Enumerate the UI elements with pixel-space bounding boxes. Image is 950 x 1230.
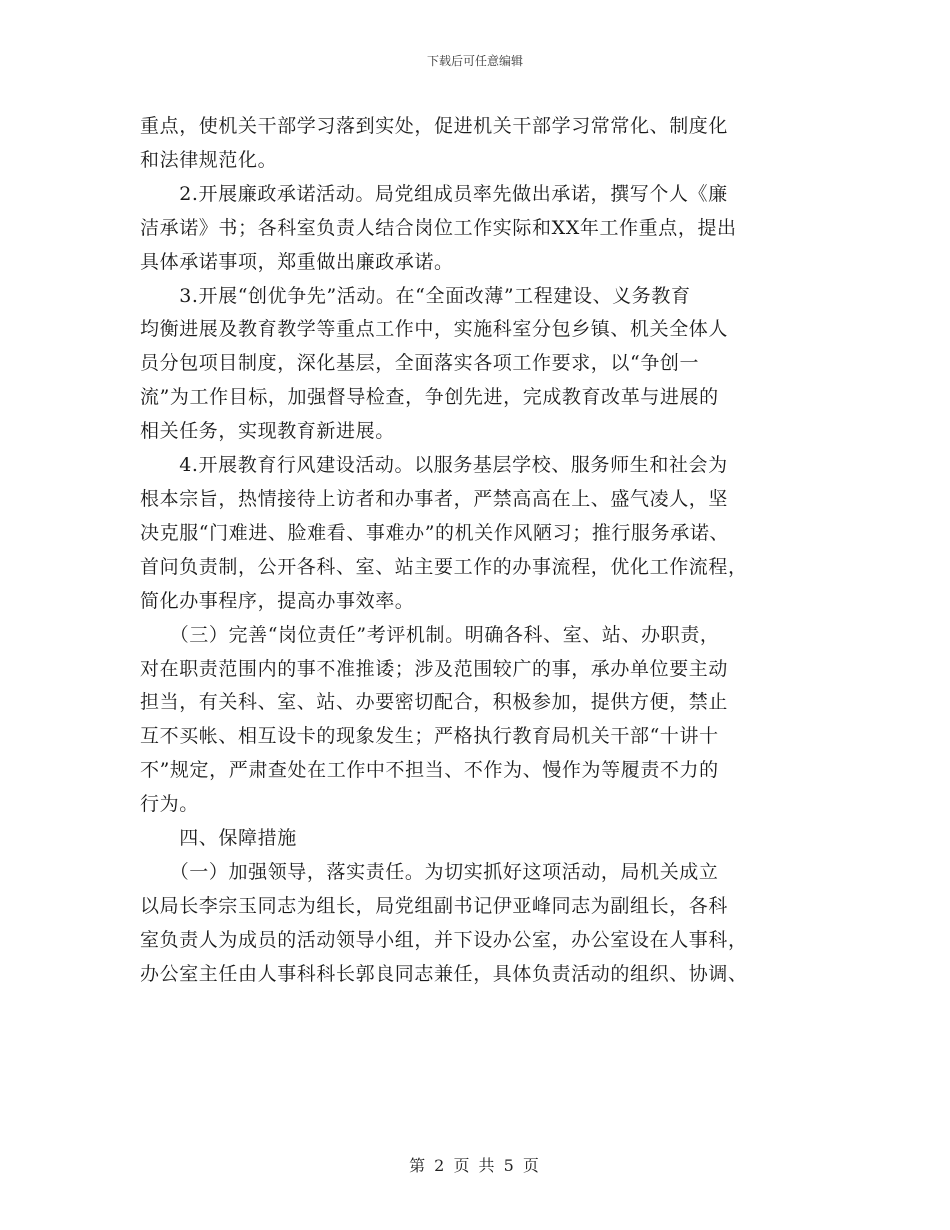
text-line: 简化办事程序，提高办事效率。 — [140, 589, 415, 612]
text-line: 办公室主任由人事科科长郭良同志兼任，具体负责活动的组织、协调、 — [140, 962, 748, 985]
text-line: （一）加强领导，落实责任。为切实抓好这项活动，局机关成立 — [140, 860, 719, 883]
text-line: 对在职责范围内的事不准推诿；涉及范围较广的事，承办单位要主动 — [140, 657, 729, 680]
text-line: 相关任务，实现教育新进展。 — [140, 420, 395, 443]
page-number-footer: 第 2 页 共 5 页 — [409, 1156, 541, 1175]
text-line: 决克服“门难进、脸难看、事难办”的机关作风陋习；推行服务承诺、 — [140, 521, 730, 544]
text-line: （三）完善“岗位责任”考评机制。明确各科、室、站、办职责， — [140, 623, 720, 646]
text-line: 互不买帐、相互设卡的现象发生；严格执行教育局机关干部“十讲十 — [140, 725, 719, 748]
text-line: 首问负责制，公开各科、室、站主要工作的办事流程，优化工作流程， — [140, 555, 748, 578]
document-body — [140, 110, 812, 992]
text-line: 不”规定，严肃查处在工作中不担当、不作为、慢作为等履责不力的 — [140, 759, 719, 782]
text-line: 2.开展廉政承诺活动。局党组成员率先做出承诺，撰写个人《廉 — [140, 182, 728, 205]
body-text — [140, 110, 812, 992]
text-line: 3.开展“创优争先”活动。在“全面改薄”工程建设、义务教育 — [140, 284, 691, 307]
text-line: 4.开展教育行风建设活动。以服务基层学校、服务师生和社会为 — [140, 454, 728, 477]
text-line: 担当，有关科、室、站、办要密切配合，积极参加，提供方便，禁止 — [140, 691, 729, 714]
text-line: 员分包项目制度，深化基层，全面落实各项工作要求，以“争创一 — [140, 352, 700, 375]
text-line: 根本宗旨，热情接待上访者和办事者，严禁高高在上、盛气凌人，坚 — [140, 487, 729, 510]
text-line: 和法律规范化。 — [140, 148, 278, 171]
text-line: 行为。 — [140, 793, 199, 816]
text-line: 以局长李宗玉同志为组长，局党组副书记伊亚峰同志为副组长，各科 — [140, 894, 729, 917]
text-line: 具体承诺事项，郑重做出廉政承诺。 — [140, 250, 454, 273]
text-line: 室负责人为成员的活动领导小组，并下设办公室，办公室设在人事科， — [140, 928, 748, 951]
text-line: 洁承诺》书；各科室负责人结合岗位工作实际和XX年工作重点，提出 — [140, 216, 737, 239]
page-header: 下载后可任意编辑 — [426, 54, 523, 68]
text-line: 流”为工作目标，加强督导检查，争创先进，完成教育改革与进展的 — [140, 386, 719, 409]
text-line: 重点，使机关干部学习落到实处，促进机关干部学习常常化、制度化 — [140, 115, 729, 137]
text-line: 均衡进展及教育教学等重点工作中，实施科室分包乡镇、机关全体人 — [140, 318, 729, 341]
section-heading: 四、保障措施 — [140, 827, 297, 850]
